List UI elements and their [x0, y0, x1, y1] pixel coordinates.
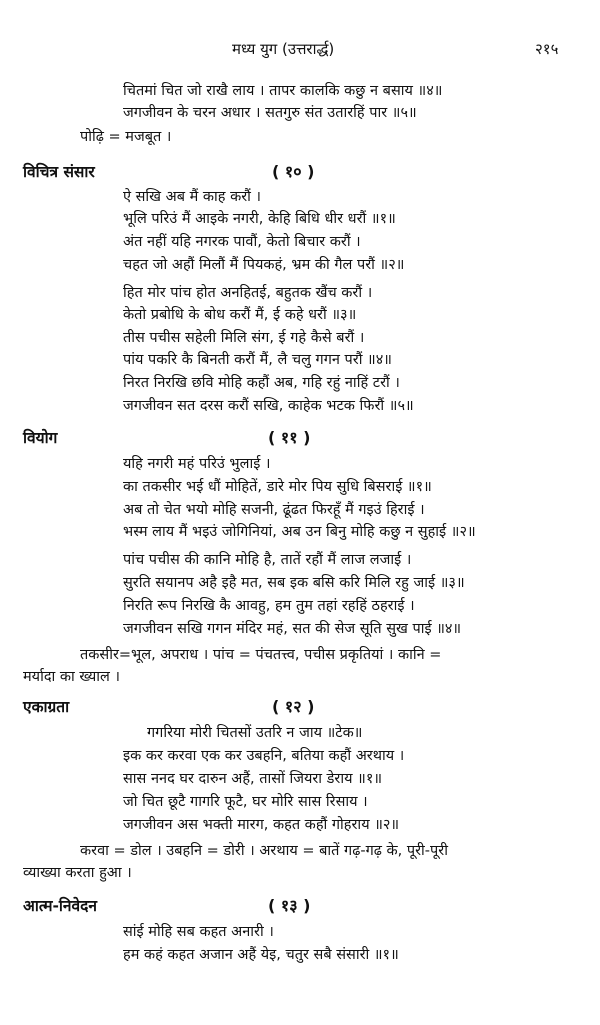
verse-line: भूलि परिउं मैं आइके नगरी, केहि बिधि धीर धरौं ॥१॥	[123, 211, 396, 227]
verse-line: चहत जो अहौं मिलौं मैं पियकहं, भ्रम की गैल परौं ॥२॥	[123, 257, 405, 273]
section-title: एकाग्रता	[23, 698, 70, 716]
gloss-note: तकसीर=भूल, अपराध । पांच = पंचतत्त्व, पचीस प्रकृतियां । कानि =	[80, 647, 442, 663]
gloss-note: मर्यादा का ख्याल ।	[23, 669, 120, 685]
section-title: वियोग	[23, 429, 58, 447]
verse-line: ऐ सखि अब मैं काह करौं ।	[123, 189, 262, 205]
section-number: ( १० )	[272, 162, 315, 181]
verse-line: जगजीवन सखि गगन मंदिर महं, सत की सेज सूति सुख पाई ॥४॥	[123, 621, 462, 637]
verse-line: अब तो चेत भयो मोहि सजनी, ढूंढत फिरहूँ मैं गइउं हिराई ।	[123, 502, 425, 518]
verse-line: गगरिया मोरी चितसों उतरि न जाय ॥टेक॥	[147, 725, 363, 741]
verse-line: निरति रूप निरखि कै आवहु, हम तुम तहां रहहिं ठहराई ।	[123, 598, 415, 614]
verse-line: अंत नहीं यहि नगरक पावौं, केतो बिचार करौं ।	[123, 234, 361, 250]
verse-line: पांय पकरि कै बिनती करौं मैं, लै चलु गगन परौं ॥४॥	[123, 352, 392, 368]
verse-line: भस्म लाय मैं भइउं जोगिनियां, अब उन बिनु मोहि कछु न सुहाई ॥२॥	[123, 524, 476, 540]
verse-line: जो चित छूटै गागरि फूटै, घर मोरि सास रिसाय ।	[123, 794, 368, 810]
section-number: ( १२ )	[272, 697, 315, 716]
gloss-note: व्याख्या करता हुआ ।	[23, 865, 132, 881]
page-number: २१५	[535, 40, 559, 58]
verse-line: जगजीवन अस भक्ती मारग, कहत कहौं गोहराय ॥२॥	[123, 817, 400, 833]
verse-line: तीस पचीस सहेली मिलि संग, ई गहे कैसे बरौं ।	[123, 330, 365, 346]
verse-line: सास ननद घर दारुन अहैं, तासों जियरा डेराय ॥१॥	[123, 771, 383, 787]
verse-line: इक कर करवा एक कर उबहनि, बतिया कहौं अरथाय ।	[123, 748, 405, 764]
verse-line: निरत निरखि छवि मोहि कहौं अब, गहि रहुं नाहिं टरौं ।	[123, 375, 400, 391]
verse-line: जगजीवन सत दरस करौं सखि, काहेक भटक फिरौं ॥५॥	[123, 398, 414, 414]
verse-line: यहि नगरी महं परिउं भुलाई ।	[123, 456, 271, 472]
verse-line: का तकसीर भई धौं मोहितें, डारे मोर पिय सुधि बिसराई ॥१॥	[123, 479, 432, 495]
gloss-note: पोढ़ि = मजबूत ।	[80, 129, 172, 145]
verse-line: हम कहं कहत अजान अहैं येइ, चतुर सबै संसारी ॥१॥	[123, 947, 399, 963]
verse-line: सांई मोहि सब कहत अनारी ।	[123, 924, 274, 940]
running-title: मध्य युग (उत्तरार्द्ध)	[232, 40, 335, 58]
verse-line: चितमां चित जो राखै लाय । तापर कालकि कछु न बसाय ॥४॥	[123, 83, 443, 99]
gloss-note: करवा = डोल । उबहनि = डोरी । अरथाय = बातें गढ़-गढ़ के, पूरी-पूरी	[80, 843, 448, 859]
section-number: ( १३ )	[268, 896, 311, 915]
verse-line: पांच पचीस की कानि मोहि है, तातें रहौं मैं लाज लजाई ।	[123, 552, 412, 568]
section-number: ( ११ )	[268, 428, 311, 447]
verse-line: जगजीवन के चरन अधार । सतगुरु संत उतारहिं पार ॥५॥	[123, 105, 417, 121]
section-title: विचित्र संसार	[23, 163, 95, 181]
section-title: आत्म-निवेदन	[23, 897, 97, 915]
verse-line: सुरति सयानप अहै इहै मत, सब इक बसि करि मिलि रहु जाई ॥३॥	[123, 575, 465, 591]
verse-line: हित मोर पांच होत अनहितई, बहुतक खैंच करौं ।	[123, 285, 373, 301]
verse-line: केतो प्रबोधि के बोध करौं मैं, ई कहे धरौं ॥३॥	[123, 307, 357, 323]
